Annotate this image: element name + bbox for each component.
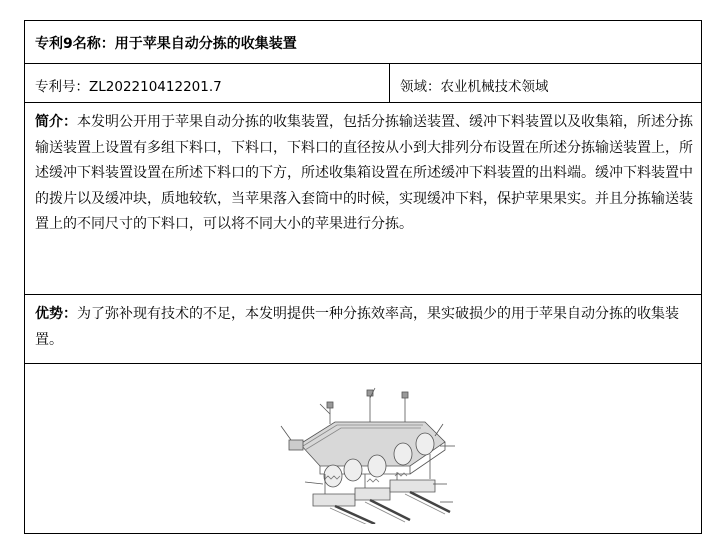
- advantage-label: 优势：: [35, 306, 77, 322]
- figure-row: [25, 364, 701, 533]
- advantage-text: 为了弥补现有技术的不足，本发明提供一种分拣效率高，果实破损少的用于苹果自动分拣的收集装置。: [35, 306, 679, 348]
- patent-field-cell: [390, 64, 701, 102]
- patent-number: 专利号：ZL202210412201.7: [35, 79, 222, 95]
- patent-number-cell: [25, 64, 390, 102]
- intro-text: 本发明公开用于苹果自动分拣的收集装置，包括分拣输送装置、缓冲下料装置以及收集箱，所述分拣输送装置上设置有多组下料口，下料口，下料口的直径按从小到大排列分布设置在所述分拣输送装置上，所述缓冲下料装置设置在所述下料口的下方，所述收集箱设置在所述缓冲下料装置的出料端。缓冲下料装置中的拨片以及缓冲块，质地较软，当苹果落入套筒中的时候，实现缓冲下料，保护苹果果实。并且分拣输送装置上的不同尺寸的下料口，可以将不同大小的苹果进行分拣。: [35, 114, 693, 232]
- intro-label: 简介：: [35, 114, 77, 130]
- intro-paragraph: [35, 110, 695, 238]
- patent-info-table: [24, 20, 702, 534]
- patent-field: 领域：农业机械技术领域: [400, 79, 549, 95]
- intro-row: [25, 103, 701, 295]
- advantage-paragraph: [35, 302, 695, 353]
- meta-row: [25, 64, 701, 103]
- patent-drawing-icon: [275, 384, 465, 524]
- title-row: [25, 21, 701, 64]
- patent-title: 专利9名称：用于苹果自动分拣的收集装置: [35, 36, 297, 52]
- advantage-row: [25, 295, 701, 364]
